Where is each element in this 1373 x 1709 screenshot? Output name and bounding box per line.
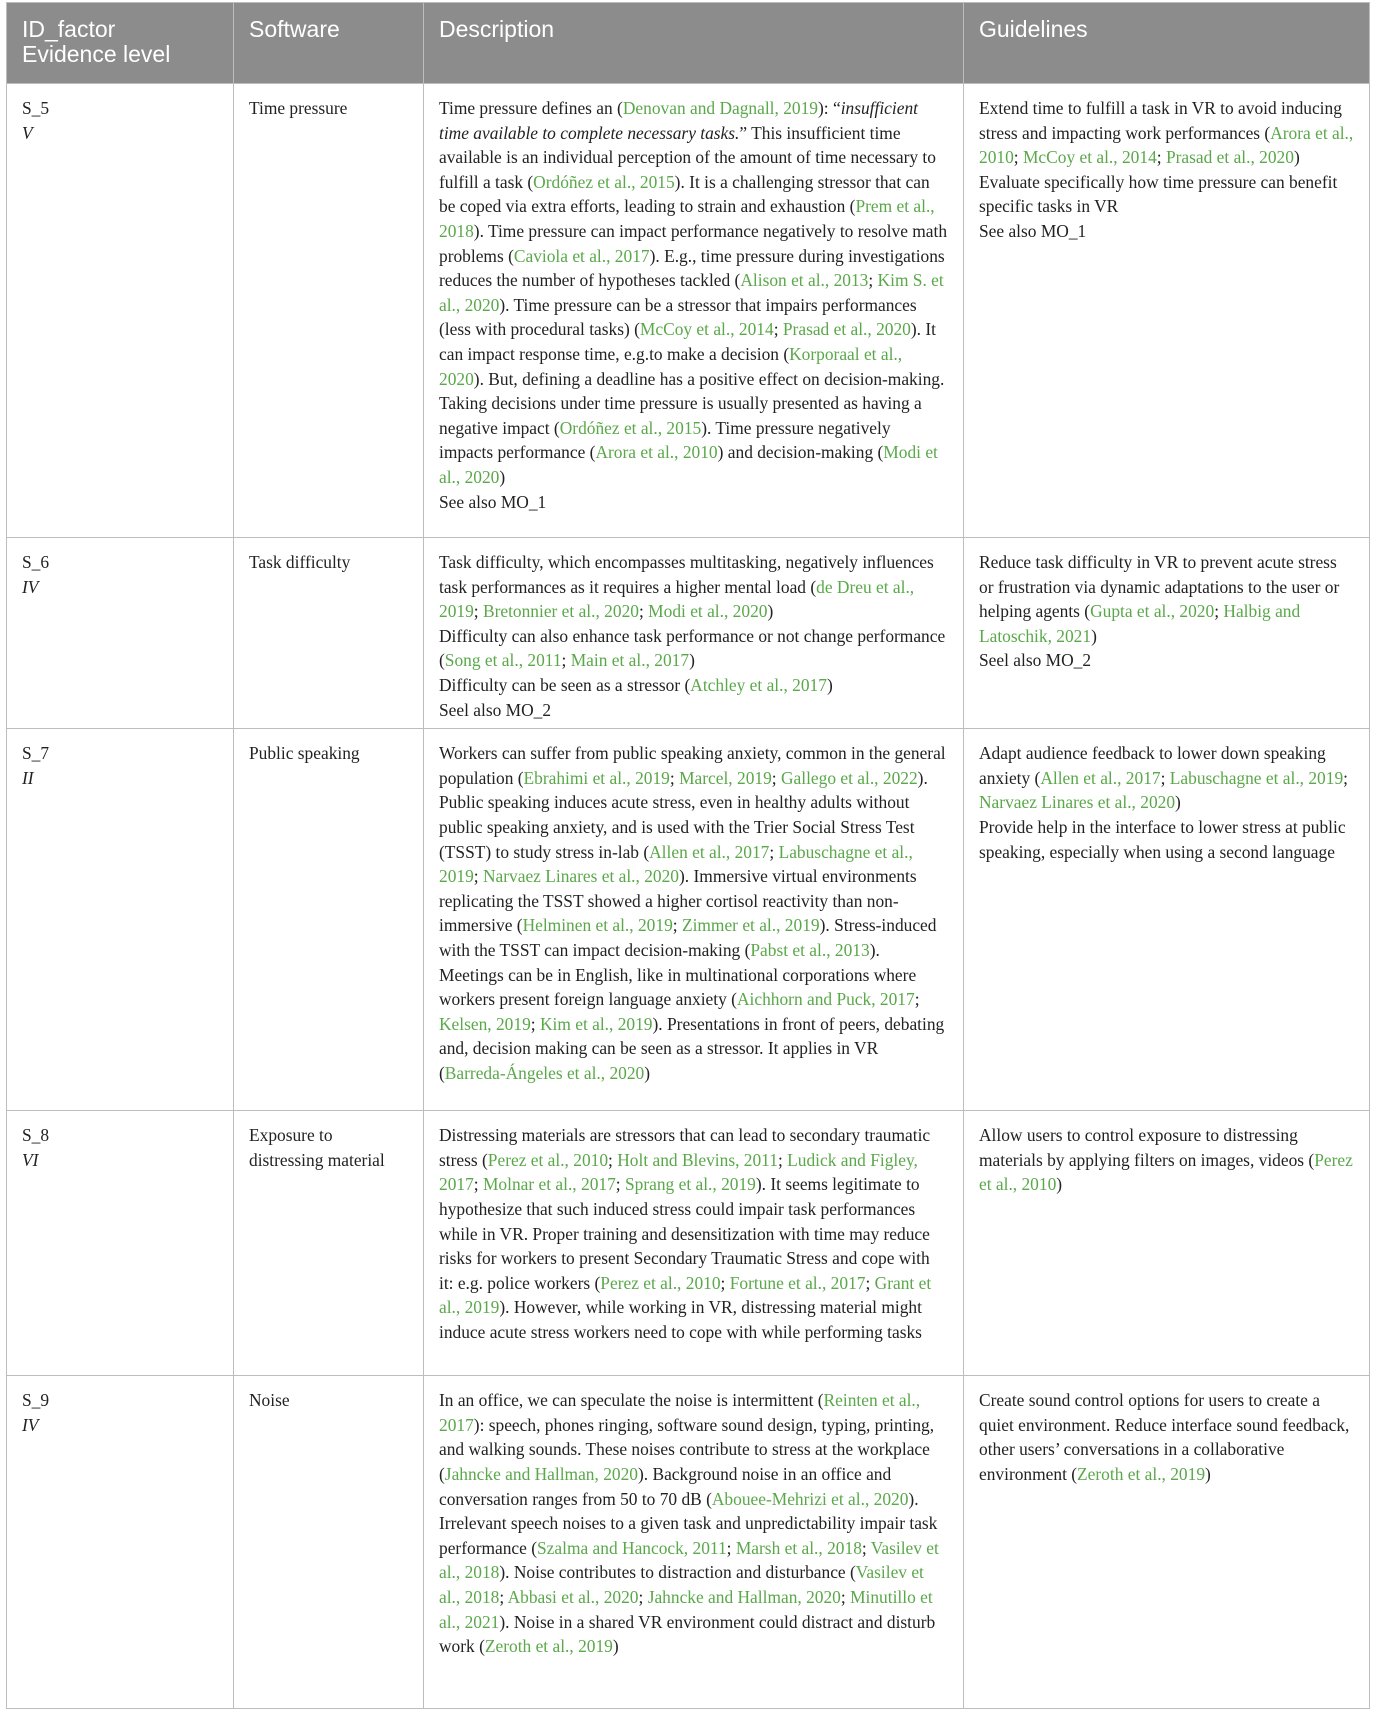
software-cell: Task difficulty	[234, 538, 424, 729]
cell-text: ). Stress-induced with the TSST can impact decision-making (	[439, 915, 937, 960]
cell-text: ;	[561, 650, 571, 671]
citation-link: Perez et al., 2010	[600, 1272, 721, 1293]
cell-text: )	[689, 650, 695, 671]
citation-link: Vasilev et al., 2018	[439, 1562, 924, 1607]
header-guidelines: Guidelines	[964, 3, 1370, 84]
software-cell: Noise	[234, 1376, 424, 1709]
cell-text: )	[1056, 1174, 1063, 1195]
cell-text: ). Meetings can be in English, like in multinational corporations where workers present foreign language anxiety (	[439, 939, 917, 1010]
citation-link: Halbig and Latoschik, 2021	[979, 601, 1301, 646]
citation-link: Modi et al., 2020	[648, 601, 768, 622]
citation-link: Minutillo et al., 2021	[439, 1586, 933, 1632]
table-row	[7, 1376, 1370, 1709]
cell-text: Reduce task difficulty in VR to prevent acute stress or frustration via dynamic adaptations to the user or helping agents (	[979, 552, 1340, 622]
citation-link: Holt and Blevins, 2011	[617, 1149, 778, 1170]
citation-link: Zimmer et al., 2019	[681, 915, 820, 936]
cell-text: ). Time pressure can impact performance negatively to resolve math problems (	[439, 220, 948, 266]
cell-text: ;	[773, 319, 783, 340]
citation-link: Kelsen, 2019	[439, 1013, 531, 1034]
description-cell	[424, 1111, 964, 1376]
table-body	[7, 84, 1370, 1709]
quoted-text: insufficient time available to complete necessary tasks.	[439, 98, 918, 143]
cell-text: ). Noise in a shared VR environment could distract and disturb work (	[439, 1611, 936, 1657]
cell-text: ). Public speaking induces acute stress, even in healthy adults without public speaking anxiety, and is used with the Trier Social Stress Test (TSST) to study stress in-lab (	[439, 767, 928, 862]
citation-link: Aichhorn and Puck, 2017	[736, 989, 915, 1010]
table-row	[7, 538, 1370, 729]
cell-text: ;	[777, 1149, 788, 1170]
citation-link: Zeroth et al., 2019	[1077, 1463, 1206, 1484]
cell-text: Extend time to fulfill a task in VR to avoid inducing stress and impacting work performances (	[979, 98, 1342, 143]
citation-link: Arora et al., 2010	[979, 122, 1354, 168]
cell-text: See also MO_1	[979, 220, 1087, 241]
citation-link: Zeroth et al., 2019	[484, 1636, 613, 1657]
citation-link: Ludick and Figley, 2017	[439, 1149, 918, 1195]
citation-link: de Dreu et al., 2019	[439, 576, 915, 622]
cell-text: ). It seems legitimate to hypothesize that such induced stress could impair task performances while in VR. Proper training and desensitization with time may reduce risks for workers to present Secondary Traumatic Stress and cope with it: e.g. police workers (	[439, 1174, 930, 1293]
citation-link: Alison et al., 2013	[740, 270, 869, 291]
citation-link: Barreda-Ángeles et al., 2020	[444, 1062, 645, 1083]
factor-id: S_5	[22, 98, 50, 118]
header-software: Software	[234, 3, 424, 84]
citation-link: Atchley et al., 2017	[690, 674, 827, 695]
citation-link: Pabst et al., 2013	[750, 939, 870, 960]
guidelines-cell	[964, 84, 1370, 538]
citation-link: Ordóñez et al., 2015	[533, 171, 675, 192]
header-row	[7, 3, 1370, 84]
header-evidence-level-line2: Evidence level	[22, 41, 171, 67]
cell-text: ;	[669, 767, 680, 788]
citation-link: Allen et al., 2017	[1040, 767, 1161, 788]
cell-text: See also MO_1	[439, 491, 547, 512]
table-row	[7, 84, 1370, 538]
cell-text: ). E.g., time pressure during investigations reduces the number of hypotheses tackled (	[439, 245, 945, 291]
cell-text: ). Noise contributes to distraction and disturbance (	[499, 1562, 856, 1583]
citation-link: Gupta et al., 2020	[1090, 601, 1215, 622]
citation-link: Ebrahimi et al., 2019	[523, 767, 670, 788]
cell-text: ): speech, phones ringing, software sound design, typing, printing, and walking sounds. These noises contribute to stress at the workplace (	[439, 1414, 935, 1484]
citation-link: Bretonnier et al., 2020	[482, 601, 639, 622]
cell-text: ). Time pressure negatively impacts performance (	[439, 417, 891, 463]
citation-link: Prasad et al., 2020	[1165, 147, 1294, 168]
citation-link: Perez et al., 2010	[979, 1149, 1353, 1195]
factor-id: S_7	[22, 743, 50, 764]
cell-text: )	[612, 1636, 619, 1657]
cell-text: Adapt audience feedback to lower down speaking anxiety (	[979, 743, 1326, 788]
id-cell	[7, 1111, 234, 1376]
cell-text: ;	[868, 270, 878, 291]
factors-table	[6, 2, 1370, 1709]
cell-text: ;	[473, 601, 483, 622]
cell-text: ;	[672, 915, 682, 936]
cell-text: ;	[499, 1586, 508, 1607]
citation-link: Molnar et al., 2017	[482, 1174, 616, 1195]
cell-text: ;	[1343, 767, 1348, 788]
citation-link: Reinten et al., 2017	[439, 1390, 921, 1435]
cell-text: ;	[726, 1537, 736, 1558]
citation-link: Prasad et al., 2020	[782, 319, 911, 340]
citation-link: Fortune et al., 2017	[729, 1272, 866, 1293]
description-cell	[424, 729, 964, 1111]
citation-link: Main et al., 2017	[570, 650, 690, 671]
cell-text: ). It is a challenging stressor that can be coped via extra efforts, leading to strain and exhaustion (	[439, 171, 930, 217]
cell-text: ;	[720, 1272, 730, 1293]
description-cell	[424, 1376, 964, 1709]
citation-link: Gallego et al., 2022	[780, 767, 918, 788]
cell-text: Task difficulty, which encompasses multitasking, negatively influences task performances as it requires a higher mental load (	[439, 552, 934, 597]
citation-link: Grant et al., 2019	[439, 1272, 932, 1318]
cell-text: ;	[638, 601, 649, 622]
cell-text: ): “	[817, 98, 841, 118]
cell-text: In an office, we can speculate the noise is intermittent (	[439, 1390, 824, 1411]
citation-link: Narvaez Linares et al., 2020	[482, 866, 680, 887]
cell-text: Evaluate specifically how time pressure can benefit specific tasks in VR	[979, 171, 1338, 217]
guidelines-cell	[964, 538, 1370, 729]
citation-link: Abbasi et al., 2020	[507, 1586, 639, 1607]
citation-link: Narvaez Linares et al., 2020	[979, 792, 1176, 813]
table-row	[7, 729, 1370, 1111]
citation-link: Labuschagne et al., 2019	[439, 841, 913, 887]
cell-text: ). Immersive virtual environments replicating the TSST showed a higher cortisol reactivity than non-immersive (	[439, 866, 917, 936]
cell-text: ;	[473, 866, 483, 887]
evidence-level: V	[22, 122, 33, 143]
cell-text: ;	[615, 1174, 625, 1195]
software-cell: Time pressure	[234, 84, 424, 538]
cell-text: ;	[840, 1586, 851, 1607]
cell-text: ;	[530, 1013, 540, 1034]
cell-text: ) and decision-making (	[717, 442, 884, 463]
citation-link: Abouee-Mehrizi et al., 2020	[711, 1488, 909, 1509]
cell-text: Create sound control options for users to create a quiet environment. Reduce interface sound feedback, other users’ conversations in a collaborative environment (	[979, 1390, 1350, 1484]
citation-link: Jahncke and Hallman, 2020	[647, 1586, 841, 1607]
factor-id: S_6	[22, 552, 50, 572]
citation-link: Vasilev et al., 2018	[439, 1537, 939, 1583]
cell-text: )	[1091, 625, 1097, 646]
cell-text: ;	[1160, 767, 1170, 788]
cell-text: )	[644, 1062, 651, 1083]
citation-link: Marcel, 2019	[679, 767, 772, 788]
cell-text: ;	[914, 989, 920, 1010]
description-cell	[424, 84, 964, 538]
evidence-level: VI	[22, 1149, 39, 1170]
software-cell: Exposure to distressing material	[234, 1111, 424, 1376]
guidelines-cell	[964, 1111, 1370, 1376]
cell-text: )	[826, 674, 833, 695]
citation-link: Allen et al., 2017	[649, 841, 770, 862]
citation-link: Ordóñez et al., 2015	[559, 417, 702, 438]
cell-text: Time pressure defines an (	[439, 98, 623, 118]
evidence-level: IV	[22, 576, 39, 597]
header-description: Description	[424, 3, 964, 84]
cell-text: )	[1205, 1463, 1211, 1484]
cell-text: Difficulty can also enhance task performance or not change performance (	[439, 625, 946, 671]
cell-text: ” This insufficient time available is an individual perception of the amount of time necessary to fulfill a task (	[439, 122, 936, 192]
evidence-level: II	[22, 767, 34, 788]
citation-link: Labuschagne et al., 2019	[1169, 767, 1344, 788]
cell-text: ;	[1214, 601, 1224, 622]
cell-text: ;	[608, 1149, 618, 1170]
factor-id: S_9	[22, 1390, 50, 1411]
cell-text: ;	[1013, 147, 1023, 168]
header-id-factor-line1: ID_factor	[22, 16, 116, 42]
evidence-level: IV	[22, 1414, 39, 1435]
citation-link: Sprang et al., 2019	[624, 1174, 756, 1195]
citation-link: Marsh et al., 2018	[735, 1537, 862, 1558]
cell-text: ;	[861, 1537, 871, 1558]
citation-link: Szalma and Hancock, 2011	[537, 1537, 727, 1558]
id-cell	[7, 538, 234, 729]
header-id-factor	[7, 3, 234, 84]
cell-text: ;	[473, 1174, 483, 1195]
id-cell	[7, 729, 234, 1111]
guidelines-cell	[964, 1376, 1370, 1709]
cell-text: Provide help in the interface to lower stress at public speaking, especially when using a second language	[979, 816, 1346, 862]
cell-text: ). It can impact response time, e.g.to make a decision (	[439, 319, 936, 364]
cell-text: Difficulty can be seen as a stressor (	[439, 674, 691, 695]
cell-text: ). Irrelevant speech noises to a given task and unpredictability impair task performance (	[439, 1488, 938, 1558]
id-cell	[7, 84, 234, 538]
table-row	[7, 1111, 1370, 1376]
citation-link: Caviola et al., 2017	[513, 245, 650, 266]
description-cell	[424, 538, 964, 729]
citation-link: Kim S. et al., 2020	[439, 270, 944, 315]
table-header	[7, 3, 1370, 84]
cell-text: )	[1175, 792, 1181, 813]
cell-text: Distressing materials are stressors that can lead to secondary traumatic stress (	[439, 1125, 931, 1170]
cell-text: ). Presentations in front of peers, debating and, decision making can be seen as a stressor. It applies in VR (	[439, 1013, 945, 1083]
cell-text: ;	[638, 1586, 648, 1607]
cell-text: ;	[769, 841, 779, 862]
cell-text: ;	[1156, 147, 1166, 168]
cell-text: ). Background noise in an office and conversation ranges from 50 to 70 dB (	[439, 1463, 892, 1509]
cell-text: )	[499, 466, 506, 487]
guidelines-cell	[964, 729, 1370, 1111]
citation-link: Modi et al., 2020	[439, 442, 938, 487]
citation-link: Prem et al., 2018	[439, 196, 935, 241]
cell-text: ;	[865, 1272, 875, 1293]
cell-text: ). However, while working in VR, distressing material might induce acute stress workers need to cope with while performing tasks	[439, 1297, 922, 1342]
citation-link: Arora et al., 2010	[595, 442, 718, 463]
cell-text: Seel also MO_2	[439, 699, 552, 720]
cell-text: ). Time pressure can be a stressor that impairs performances (less with procedural tasks) (	[439, 294, 917, 340]
citation-link: Jahncke and Hallman, 2020	[444, 1463, 638, 1484]
citation-link: McCoy et al., 2014	[639, 319, 774, 340]
citation-link: Kim et al., 2019	[539, 1013, 653, 1034]
cell-text: Workers can suffer from public speaking anxiety, common in the general population (	[439, 743, 946, 788]
software-cell: Public speaking	[234, 729, 424, 1111]
citation-link: Korporaal et al., 2020	[439, 343, 903, 389]
cell-text: ;	[771, 767, 781, 788]
citation-link: Perez et al., 2010	[487, 1149, 609, 1170]
factor-id: S_8	[22, 1125, 50, 1146]
cell-text: Seel also MO_2	[979, 650, 1092, 671]
cell-text: ). But, defining a deadline has a positive effect on decision-making. Taking decisions under time pressure is usually presented as having a negative impact (	[439, 368, 945, 438]
citation-link: Song et al., 2011	[444, 650, 562, 671]
citation-link: Denovan and Dagnall, 2019	[622, 98, 818, 118]
cell-text: )	[1293, 147, 1300, 168]
cell-text: Allow users to control exposure to distressing materials by applying filters on images, videos (	[979, 1125, 1315, 1170]
id-cell	[7, 1376, 234, 1709]
citation-link: McCoy et al., 2014	[1022, 147, 1157, 168]
citation-link: Helminen et al., 2019	[522, 915, 673, 936]
cell-text: )	[767, 601, 774, 622]
